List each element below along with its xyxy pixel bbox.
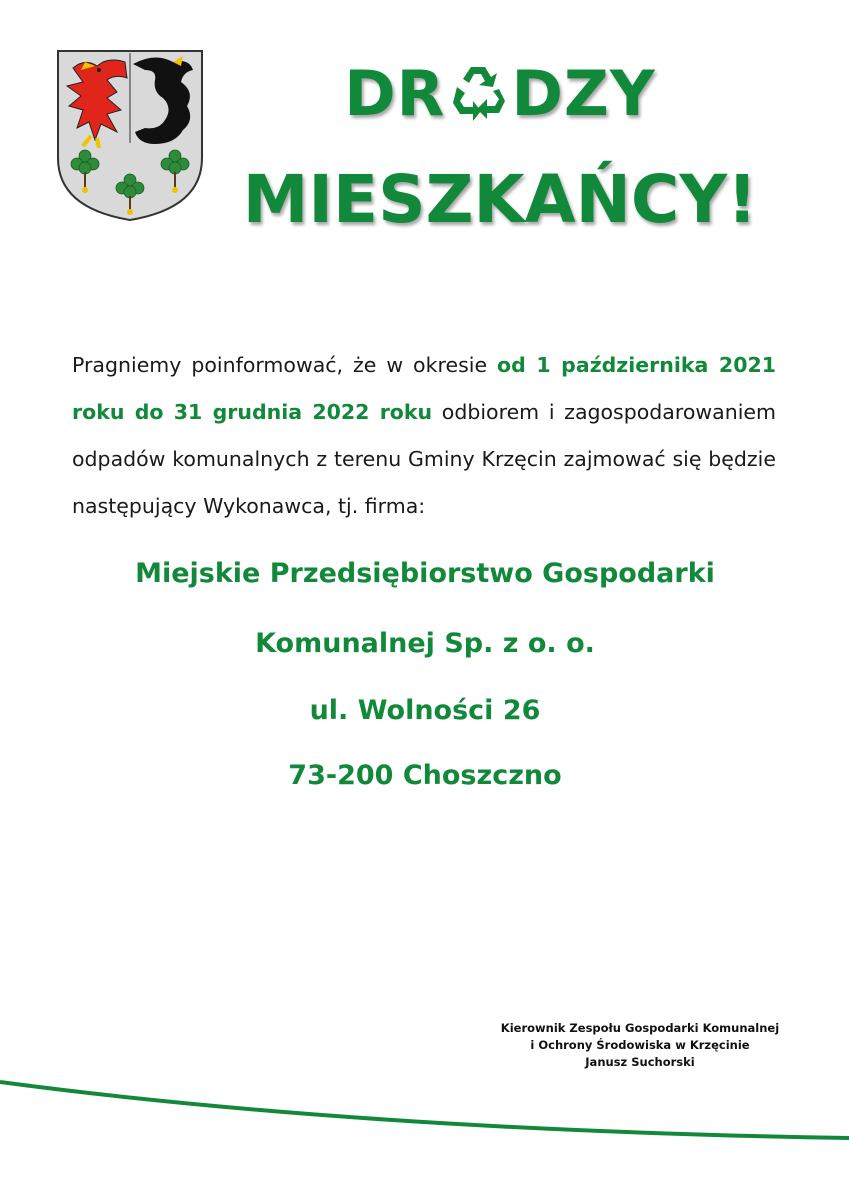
signature-name: Janusz Suchorski (585, 1055, 695, 1069)
date-range-highlight: od 1 października 2021 roku do 31 grudnia 2022 roku (72, 353, 776, 424)
headline-text-end: DZY (511, 57, 656, 130)
company-street: ul. Wolności 26 (309, 695, 541, 726)
coat-of-arms (55, 48, 205, 223)
decorative-swoosh (0, 1060, 849, 1150)
headline-line-2: MIESZKAŃCY! (242, 161, 758, 238)
signature-title-1: Kierownik Zespołu Gospodarki Komunalnej (500, 1021, 780, 1035)
recycle-icon (447, 59, 509, 121)
municipal-coat-of-arms-icon (55, 48, 205, 223)
signature-title-2: i Ochrony Środowiska w Krzęcinie (530, 1038, 750, 1052)
company-name-line-1: Miejskie Przedsiębiorstwo Gospodarki (135, 558, 715, 589)
headline-text-start: DR (344, 57, 446, 130)
company-city: 73-200 Choszczno (288, 760, 562, 791)
announcement-paragraph (72, 342, 776, 530)
company-name-line-2: Komunalnej Sp. z o. o. (255, 628, 595, 659)
paragraph-intro: Pragniemy poinformować, że w okresie (72, 353, 498, 377)
paragraph-rest: odbiorem i zagospodarowaniem odpadów komunalnych z terenu Gminy Krzęcin zajmować się będzie następujący Wykonawca, tj. firma: (72, 400, 776, 518)
headline-line-1 (230, 58, 770, 130)
